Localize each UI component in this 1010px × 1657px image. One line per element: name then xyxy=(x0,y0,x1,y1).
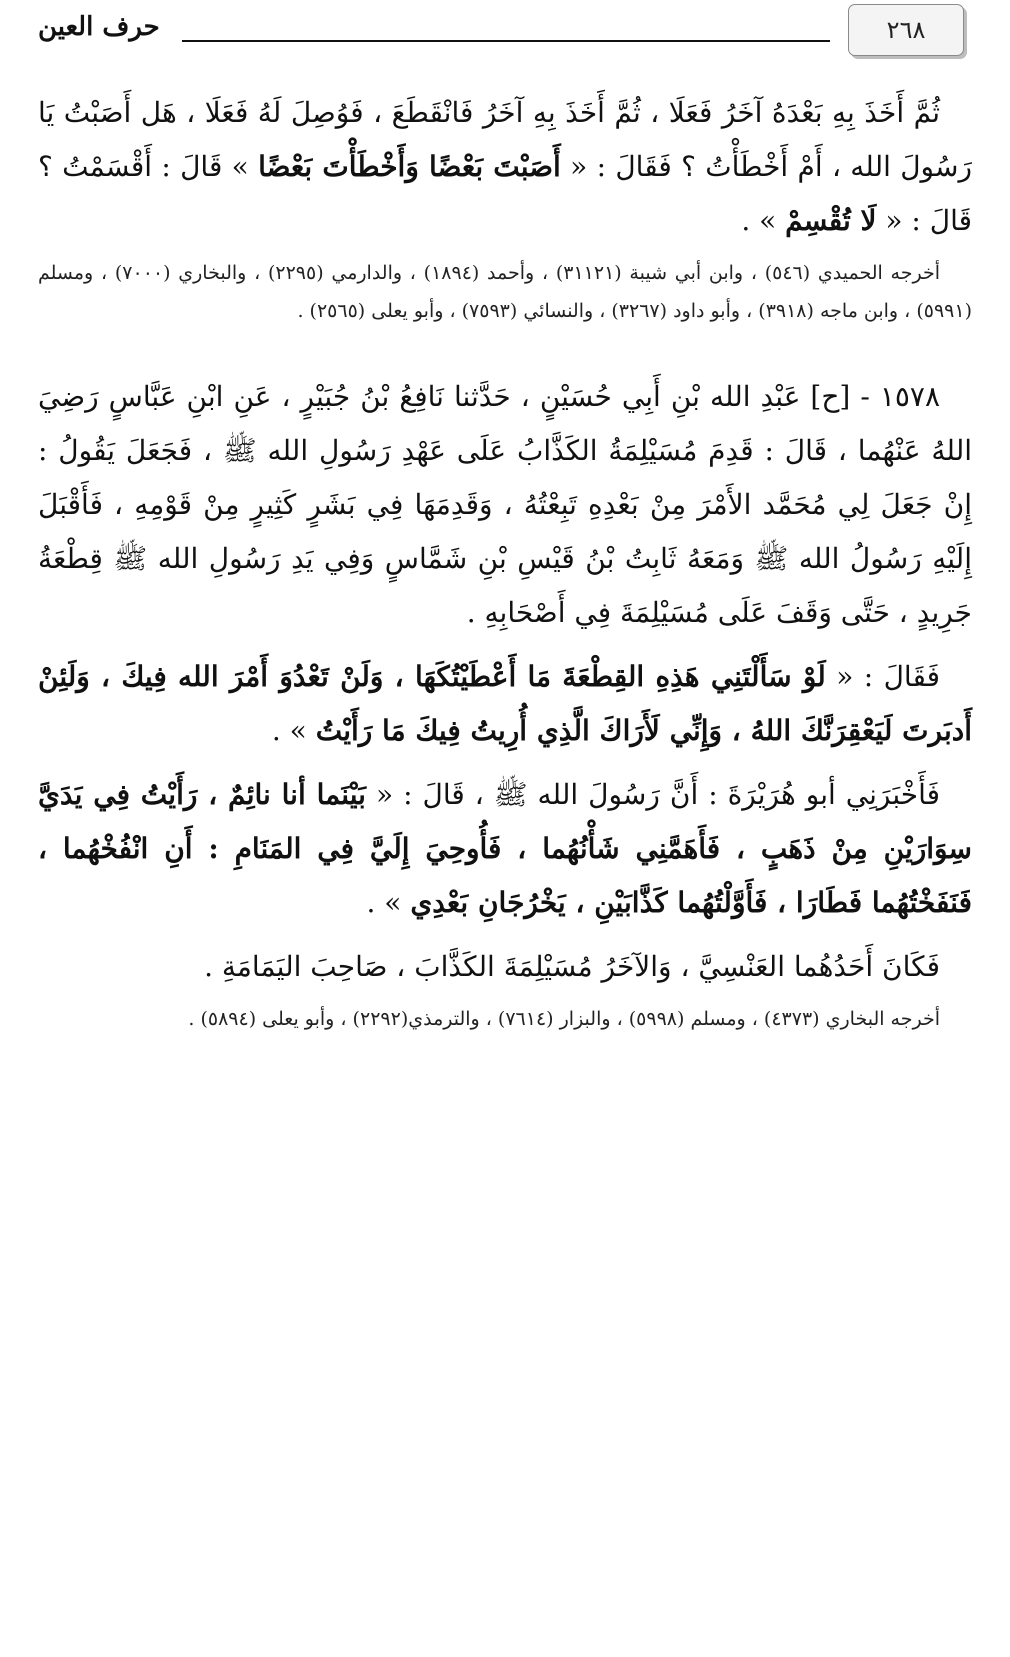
hadith-quote-2: لَا تُقْسِمْ xyxy=(785,204,877,237)
page-content xyxy=(38,86,972,1038)
section-title: حرف العين xyxy=(38,12,160,42)
paragraph-5: فَكَانَ أَحَدُهُما العَنْسِيَّ ، وَالآخَرُ مُسَيْلِمَةَ الكَذَّابَ ، صَاحِبَ اليَمَامَةِ . xyxy=(204,950,940,983)
header-rule xyxy=(182,40,830,42)
hadith-quote-1: أَصَبْتَ بَعْضًا وَأَخْطَأْتَ بَعْضًا xyxy=(258,150,561,183)
paragraph-3-text: فَقَالَ : « xyxy=(836,660,940,693)
paragraph-4 xyxy=(38,768,972,930)
hadith-1578-paragraph: ١٥٧٨ - [ح] عَبْدِ الله بْنِ أَبِي حُسَيْنٍ ، حَدَّثنا نَافِعُ بْنُ جُبَيْرٍ ، عَنِ ابْنِ عَبَّاسٍ رَضِيَ اللهُ عَنْهُما ، قَالَ : قَدِمَ مُسَيْلِمَةُ الكَذَّابُ عَلَى عَهْدِ رَسُولِ الله ﷺ ، فَجَعَلَ يَقُولُ : إِنْ جَعَلَ لِي مُحَمَّد الأَمْرَ مِنْ بَعْدِهِ تَبِعْتُهُ ، وَقَدِمَهَا فِي بَشَرٍ كَثِيرٍ مِنْ قَوْمِهِ ، فَأَقْبَلَ إِلَيْهِ رَسُولُ الله ﷺ وَمَعَهُ ثَابِتُ بْنُ قَيْسِ بْنِ شَمَّاسٍ وَفِي يَدِ رَسُولِ الله ﷺ قِطْعَةُ جَرِيدٍ ، حَتَّى وَقَفَ عَلَى مُسَيْلِمَةَ فِي أَصْحَابِهِ . xyxy=(38,380,972,629)
paragraph-3-text-2: » . xyxy=(271,714,307,747)
paragraph-4-text: فَأَخْبَرَنِي أبو هُرَيْرَةَ : أَنَّ رَسُولَ الله ﷺ ، قَالَ : « xyxy=(375,778,940,811)
page-number: ٢٦٨ xyxy=(886,16,926,44)
paragraph-1-text: ثُمَّ أَخَذَ بِهِ بَعْدَهُ آخَرُ فَعَلَا ، ثُمَّ أَخَذَ بِهِ آخَرُ فَانْقَطَعَ ، فَوُصِلَ لَهُ فَعَلَا ، هَل أَصَبْتُ يَا رَسُولَ الله ، أَمْ أَخْطَأْتُ ؟ فَقَالَ : « xyxy=(38,96,972,183)
paragraph-1-text-3: » . xyxy=(741,204,777,237)
page-number-badge xyxy=(848,4,964,56)
paragraph-4-text-2: » . xyxy=(366,886,402,919)
paragraph-1 xyxy=(38,86,972,248)
takhrij-note-2: أخرجه البخاري (٤٣٧٣) ، ومسلم (٥٩٩٨) ، والبزار (٧٦١٤) ، والترمذي(٢٢٩٢) ، وأبو يعلى (٥٨٩٤) . xyxy=(188,1008,940,1030)
hadith-quote-4: بَيْنَما أنا نائِمٌ ، رَأَيْتُ فِي يَدَيَّ سِوَارَيْنِ مِنْ ذَهَبٍ ، فَأَهَمَّنِي شَأْنُهُما ، فَأُوحِيَ إِلَيَّ فِي المَنَامِ : أَنِ انْفُخْهُما ، فَنَفَخْتُهُما فَطَارَا ، فَأَوَّلْتُهُما كَذَّابَيْنِ ، يَخْرُجَانِ بَعْدِي xyxy=(38,778,972,919)
paragraph-3 xyxy=(38,650,972,758)
hadith-quote-3: لَوْ سَأَلْتَنِي هَذِهِ القِطْعَةَ مَا أَعْطَيْتُكَهَا ، وَلَنْ تَعْدُوَ أَمْرَ الله فِيكَ ، وَلَئِنْ أَدبَرتَ لَيَعْقِرَنَّكَ اللهُ ، وَإِنِّي لَأَرَاكَ الَّذِي أُرِيتُ فِيكَ مَا رَأَيْتُ xyxy=(38,660,972,747)
takhrij-note-1: أخرجه الحميدي (٥٤٦) ، وابن أبي شيبة (٣١١٢١) ، وأحمد (١٨٩٤) ، والدارمي (٢٢٩٥) ، والبخاري (٧٠٠٠) ، ومسلم (٥٩٩١) ، وابن ماجه (٣٩١٨) ، وأبو داود (٣٢٦٧) ، والنسائي (٧٥٩٣) ، وأبو يعلى (٢٥٦٥) . xyxy=(38,262,972,322)
paragraph-1-text-2: » قَالَ : أَقْسَمْتُ ؟ قَالَ : « xyxy=(38,150,972,237)
